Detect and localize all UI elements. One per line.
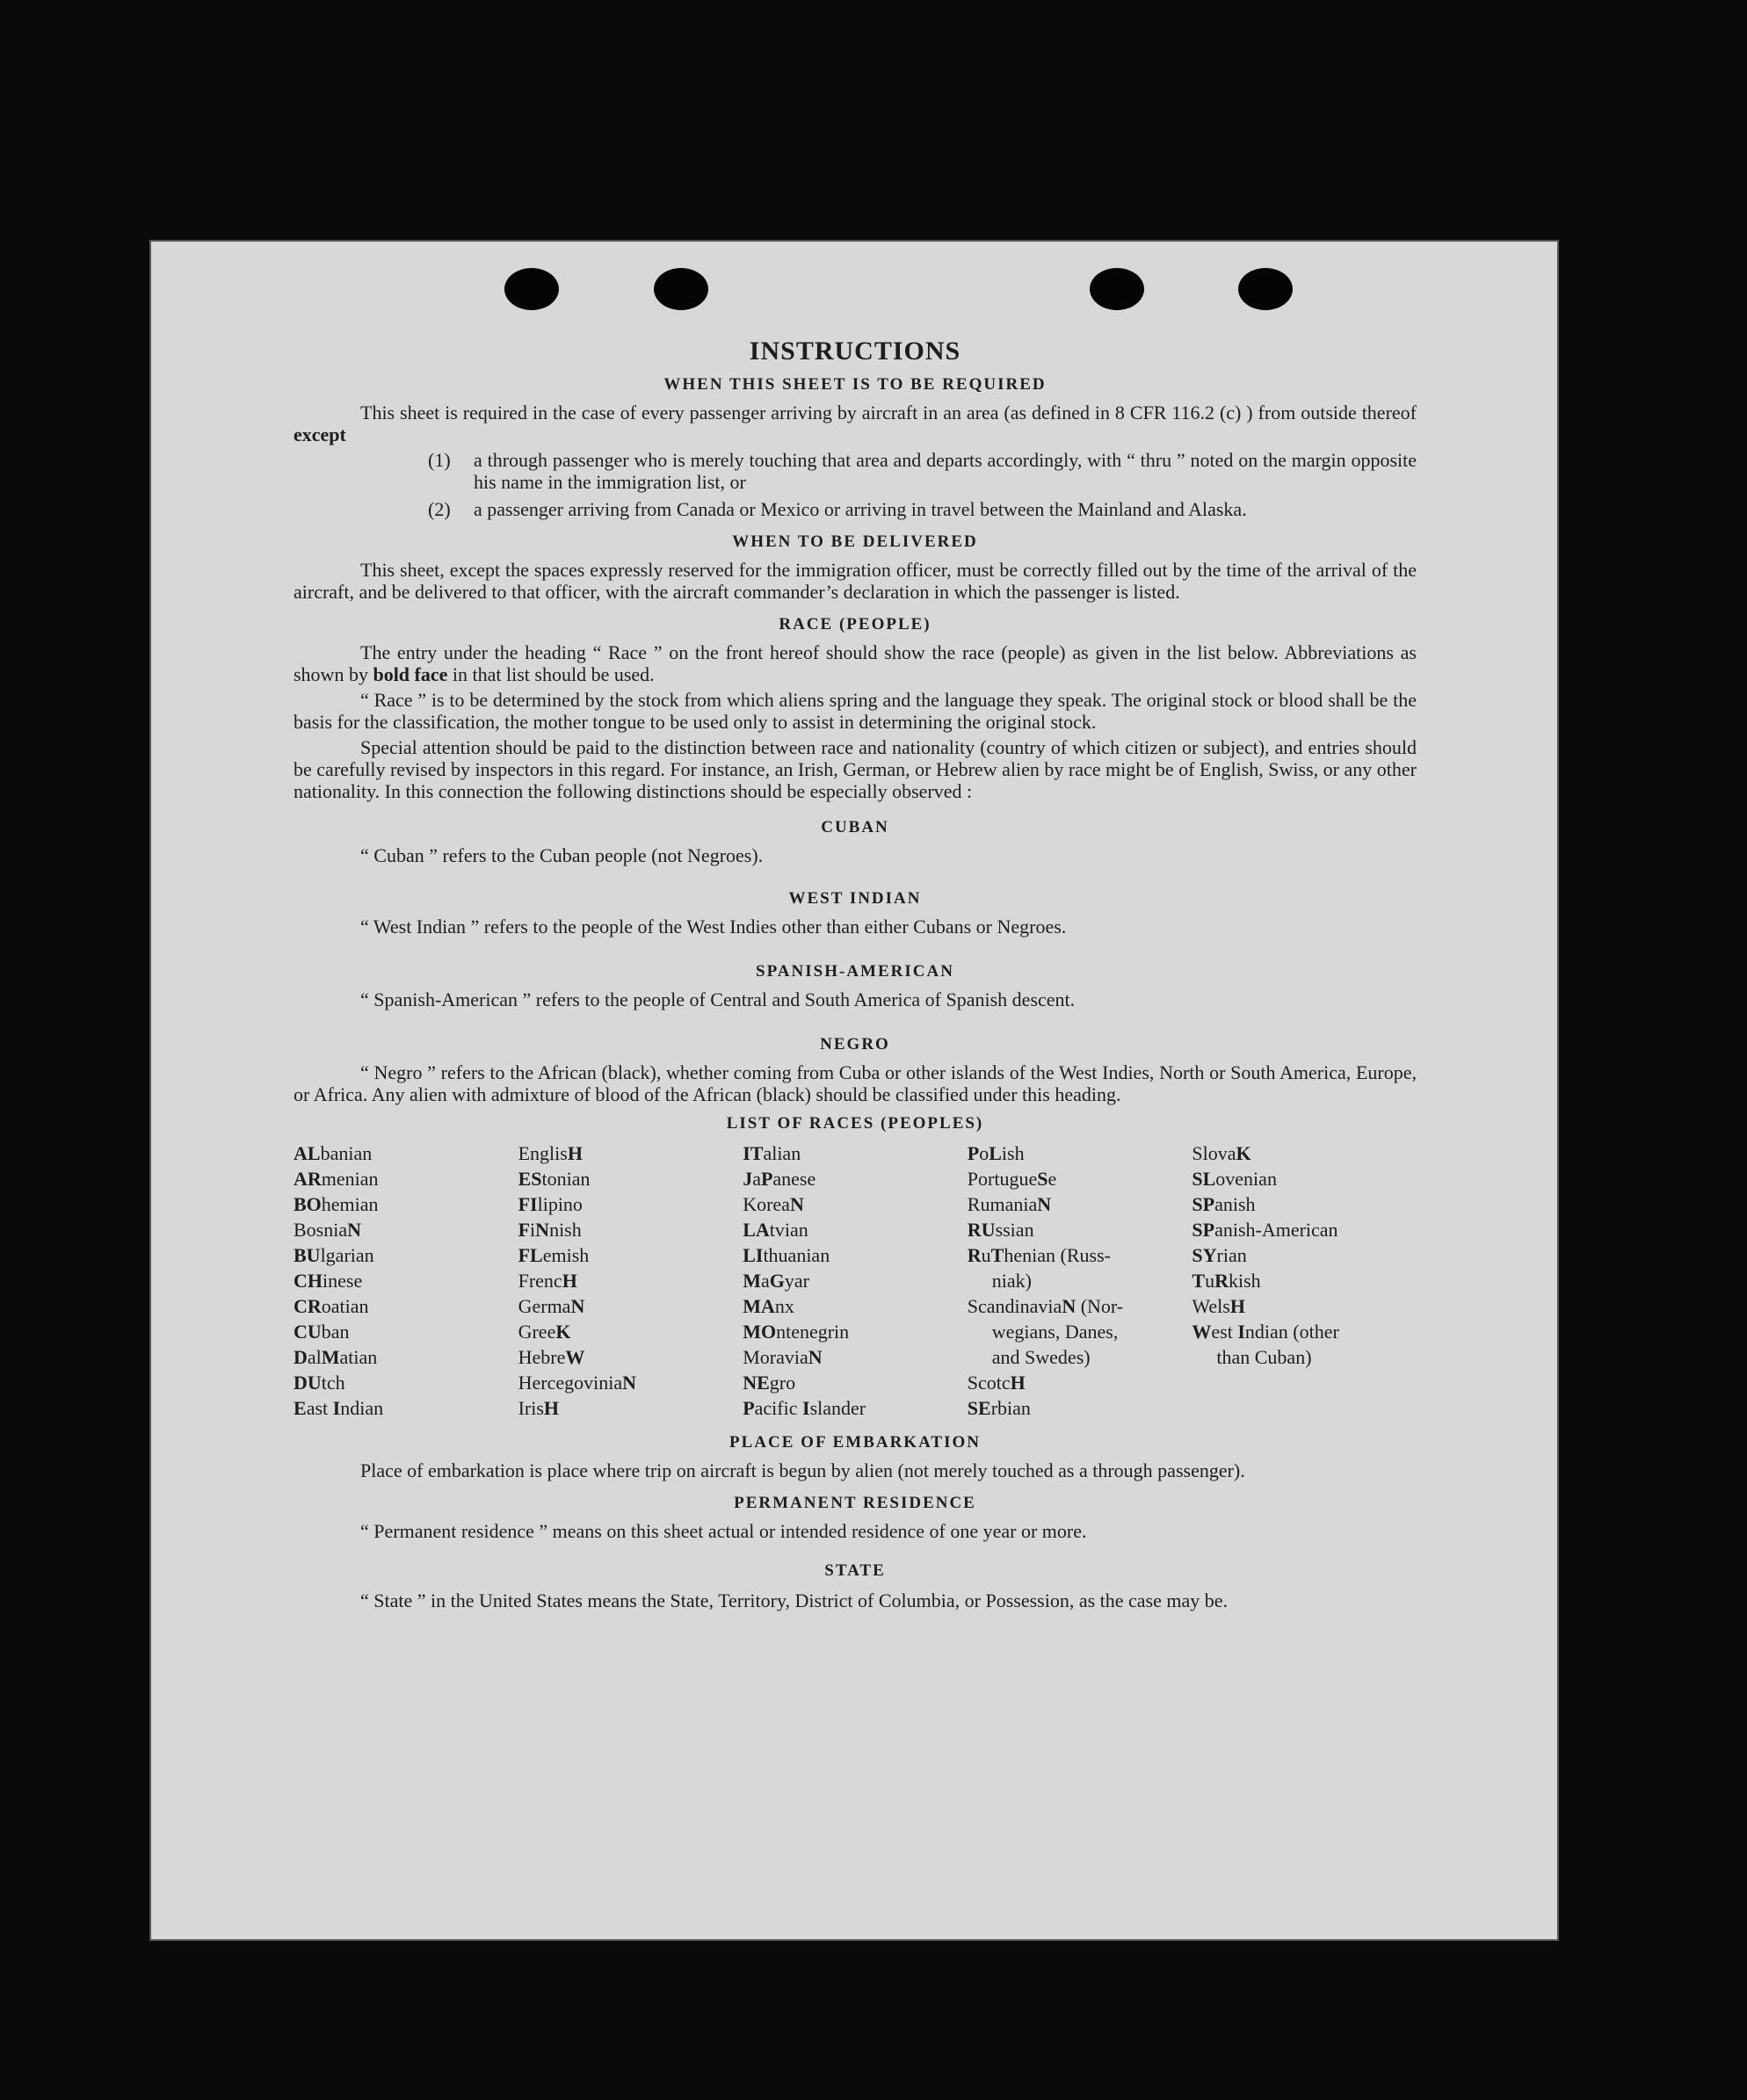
punch-hole <box>504 268 559 310</box>
race-entry: CRoatian <box>294 1295 369 1317</box>
race-entry: JaPanese <box>743 1168 816 1190</box>
race-entry: CUban <box>294 1321 350 1343</box>
race-entry: WelsH <box>1192 1295 1245 1317</box>
race-entry: RumaniaN <box>967 1193 1052 1215</box>
race-entry: TuRkish <box>1192 1270 1261 1292</box>
punch-hole <box>1238 268 1293 310</box>
race-entry: LIthuanian <box>743 1244 830 1266</box>
race-entry: CHinese <box>294 1270 363 1292</box>
section-heading: RACE (PEOPLE) <box>779 615 931 634</box>
race-column <box>294 1141 518 1421</box>
instruction-sheet <box>151 242 1557 1939</box>
paragraph: “ Permanent residence ” means on this sheet actual or intended residence of one year or more. <box>360 1520 1087 1542</box>
race-entry: SPanish <box>1192 1193 1256 1215</box>
paragraph: “ Race ” is to be determined by the stock from which aliens spring and the language they speak. The original stock or blood shall be the basis for the classification, the mother tongue to be used only to assist in determining the original stock. <box>294 689 1417 733</box>
paragraph: “ Negro ” refers to the African (black), whether coming from Cuba or other islands of the West Indies, North or South America, Europe, or Africa. Any alien with admixture of blood of the African (black) should be classified under this heading. <box>294 1061 1417 1105</box>
paragraph: Special attention should be paid to the distinction between race and nationality (country of which citizen or subject), and entries should be carefully revised by inspectors in this regard. For instance, an Irish, German, or Hebrew alien by race might be of English, Swiss, or any other nationality. In this connection the following distinctions should be especially observed : <box>294 736 1417 802</box>
race-entry: and Swedes) <box>991 1346 1091 1368</box>
section-heading: NEGRO <box>820 1035 890 1054</box>
punch-hole <box>654 268 708 310</box>
race-entry: BosniaN <box>294 1219 362 1241</box>
punch-hole <box>1090 268 1144 310</box>
race-entry: wegians, Danes, <box>991 1321 1119 1343</box>
race-entry: LAtvian <box>743 1219 808 1241</box>
paragraph: This sheet, except the spaces expressly reserved for the immigration officer, must be correctly filled out by the time of the arrival of the aircraft, and be delivered to that officer, with the aircraft commander’s declaration in which the passenger is listed. <box>294 559 1417 603</box>
paragraph: “ Cuban ” refers to the Cuban people (not Negroes). <box>360 844 764 866</box>
race-entry: ARmenian <box>294 1168 379 1190</box>
race-entry: East Indian <box>294 1397 384 1419</box>
race-entry: SErbian <box>967 1397 1031 1419</box>
list-item: (2) a passenger arriving from Canada or Mexico or arriving in travel between the Mainland and Alaska. <box>428 498 1247 520</box>
race-entry: DUtch <box>294 1372 345 1394</box>
race-entry: SPanish-American <box>1192 1219 1338 1241</box>
section-heading: WHEN THIS SHEET IS TO BE REQUIRED <box>663 375 1047 394</box>
race-entry: niak) <box>991 1270 1032 1292</box>
race-entry: FiNnish <box>518 1219 582 1241</box>
race-entry: HebreW <box>518 1346 585 1368</box>
document-body <box>294 337 1417 1614</box>
race-entry: MoraviaN <box>743 1346 823 1368</box>
race-entry: GreeK <box>518 1321 571 1343</box>
race-entry: MaGyar <box>743 1270 809 1292</box>
section-heading: WEST INDIAN <box>788 889 922 908</box>
race-entry: SLovenian <box>1192 1168 1277 1190</box>
race-entry: EnglisH <box>518 1142 583 1164</box>
race-entry: FrencH <box>518 1270 577 1292</box>
race-entry: BUlgarian <box>294 1244 374 1266</box>
race-entry: PortugueSe <box>967 1168 1057 1190</box>
paragraph: “ State ” in the United States means the State, Territory, District of Columbia, or Possession, as the case may be. <box>360 1589 1229 1611</box>
section-heading: CUBAN <box>821 818 889 836</box>
race-entry: IrisH <box>518 1397 560 1419</box>
race-entry: MAnx <box>743 1295 794 1317</box>
section-heading: SPANISH-AMERICAN <box>756 962 954 981</box>
section-heading: LIST OF RACES (PEOPLES) <box>726 1114 984 1133</box>
race-entry: than Cuban) <box>1216 1346 1312 1368</box>
race-column <box>1192 1141 1417 1421</box>
race-entry: NEgro <box>743 1372 796 1394</box>
page-title: INSTRUCTIONS <box>749 337 961 366</box>
race-entry: MOntenegrin <box>743 1321 850 1343</box>
race-entry: ALbanian <box>294 1142 373 1164</box>
race-entry: ScandinaviaN (Nor- <box>967 1295 1124 1317</box>
race-entry: SlovaK <box>1192 1142 1251 1164</box>
race-entry: West Indian (other <box>1192 1321 1339 1343</box>
race-entry: BOhemian <box>294 1193 379 1215</box>
section-heading: PERMANENT RESIDENCE <box>734 1494 976 1512</box>
race-entry: KoreaN <box>743 1193 804 1215</box>
race-column <box>968 1141 1192 1421</box>
race-entry: Pacific Islander <box>743 1397 866 1419</box>
section-heading: WHEN TO BE DELIVERED <box>732 532 978 551</box>
race-entry: FLemish <box>518 1244 590 1266</box>
race-entry: RuThenian (Russ- <box>967 1244 1111 1266</box>
race-entry: FIlipino <box>518 1193 583 1215</box>
race-entry: RUssian <box>967 1219 1034 1241</box>
paragraph: The entry under the heading “ Race ” on the front hereof should show the race (people) as given in the list below. Abbreviations as shown by bold face in that list should be used. <box>294 641 1417 685</box>
race-entry: ScotcH <box>967 1372 1026 1394</box>
race-list <box>294 1141 1417 1421</box>
paragraph: “ West Indian ” refers to the people of the West Indies other than either Cubans or Negroes. <box>360 916 1067 938</box>
paragraph: This sheet is required in the case of every passenger arriving by aircraft in an area (as defined in 8 CFR 116.2 (c) ) from outside thereof except <box>294 402 1417 445</box>
race-entry: ITalian <box>743 1142 801 1164</box>
section-heading: PLACE OF EMBARKATION <box>729 1433 981 1452</box>
race-entry: DalMatian <box>294 1346 378 1368</box>
paragraph: Place of embarkation is place where trip on aircraft is begun by alien (not merely touched as a through passenger). <box>360 1459 1245 1481</box>
race-entry: EStonian <box>518 1168 591 1190</box>
race-column <box>518 1141 743 1421</box>
race-entry: GermaN <box>518 1295 585 1317</box>
race-entry: SYrian <box>1192 1244 1247 1266</box>
race-column <box>743 1141 968 1421</box>
paragraph: “ Spanish-American ” refers to the people of Central and South America of Spanish descent. <box>360 988 1076 1010</box>
section-heading: STATE <box>824 1561 886 1580</box>
list-item: (1) a through passenger who is merely touching that area and departs accordingly, with “ thru ” noted on the margin opposite his name in the immigration list, or <box>428 449 1417 493</box>
race-entry: PoLish <box>967 1142 1025 1164</box>
race-entry: HercegoviniaN <box>518 1372 636 1394</box>
